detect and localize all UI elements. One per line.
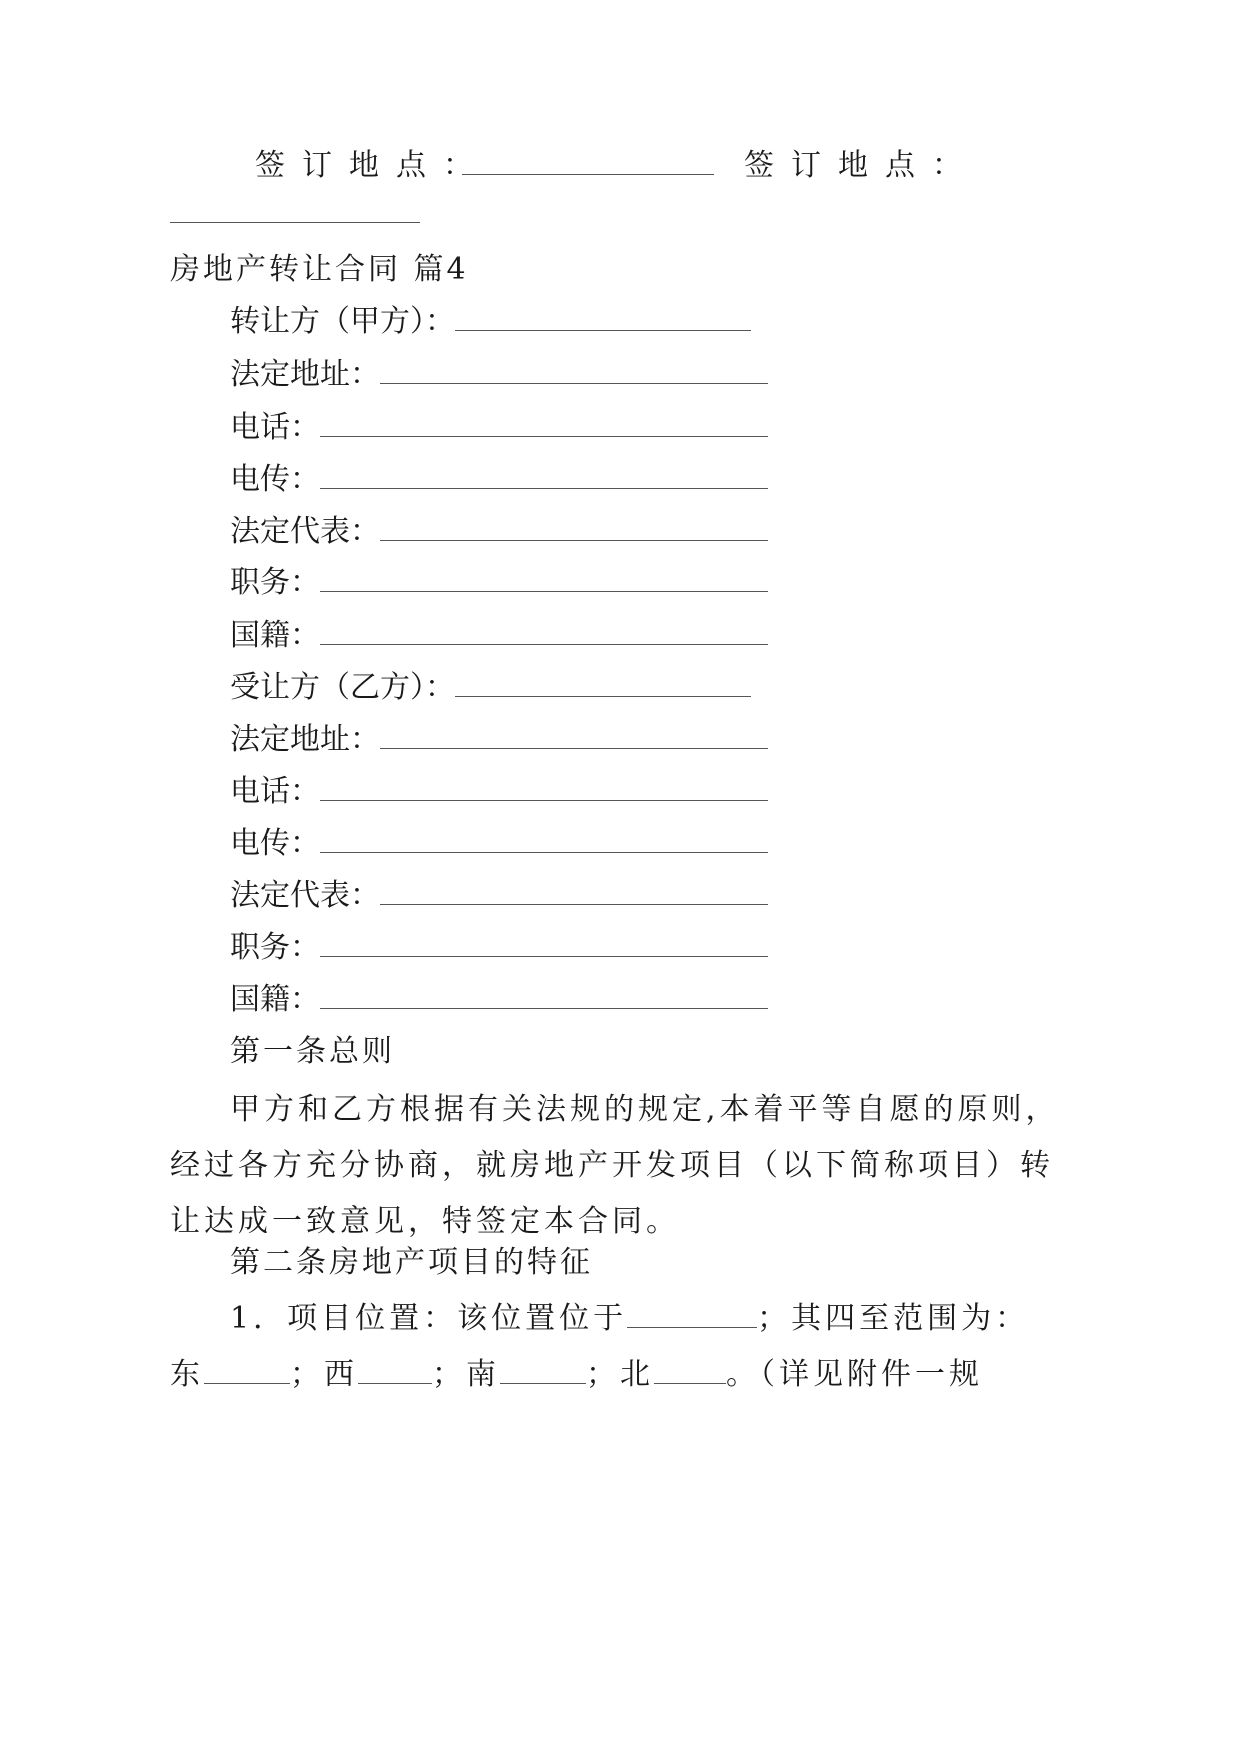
party-b-nationality-label: 国籍：: [230, 982, 320, 1017]
party-b-phone-row: [230, 772, 768, 812]
party-b-position-label: 职务：: [230, 930, 320, 965]
sign-place-blank-1[interactable]: [462, 148, 714, 175]
party-b-fax-blank[interactable]: [320, 826, 768, 853]
party-a-nationality-label: 国籍：: [230, 618, 320, 653]
party-b-fax-row: [230, 824, 768, 864]
party-a-phone-row: [230, 408, 768, 448]
party-b-phone-blank[interactable]: [320, 774, 768, 801]
party-a-fax-label: 电传：: [230, 462, 320, 497]
east-label: 东: [170, 1357, 204, 1392]
party-a-transferor-row: [230, 302, 751, 342]
party-b-representative-row: [230, 876, 768, 916]
party-a-position-blank[interactable]: [320, 565, 768, 592]
sign-place-blank-1-wrap: [462, 146, 714, 186]
party-b-transferee-blank[interactable]: [455, 670, 751, 697]
article-2-item-1-text-a: 1．项目位置：该位置位于: [230, 1301, 628, 1336]
party-b-fax-label: 电传：: [230, 826, 320, 861]
party-b-phone-label: 电话：: [230, 774, 320, 809]
article-1-line-3: 让达成一致意见，特签定本合同。: [170, 1204, 680, 1239]
party-a-position-row: [230, 563, 768, 603]
party-b-representative-blank[interactable]: [380, 878, 768, 905]
article-2-item-1-text-b: ；其四至范围为：: [757, 1301, 1030, 1336]
party-a-nationality-row: [230, 616, 768, 656]
party-a-representative-blank[interactable]: [380, 514, 768, 541]
sign-place-blank-2-wrap: [170, 194, 420, 234]
party-a-transferor-blank[interactable]: [455, 304, 751, 331]
party-a-transferor-label: 转让方（甲方）：: [230, 304, 455, 339]
article-1-line-2: 经过各方充分协商，就房地产开发项目（以下简称项目）转: [170, 1148, 1054, 1183]
north-label: ；北: [586, 1357, 654, 1392]
party-a-phone-label: 电话：: [230, 410, 320, 445]
sign-place-label-2: 签订地点：: [744, 148, 979, 183]
sign-place-blank-2[interactable]: [170, 196, 420, 223]
sign-place-line-2: [744, 146, 979, 186]
party-a-position-label: 职务：: [230, 565, 320, 600]
west-blank[interactable]: [358, 1357, 432, 1384]
party-a-address-blank[interactable]: [380, 357, 768, 384]
party-b-position-blank[interactable]: [320, 930, 768, 957]
south-label: ；南: [432, 1357, 500, 1392]
project-location-blank[interactable]: [627, 1301, 757, 1328]
sign-place-line: [255, 146, 490, 186]
party-a-representative-row: [230, 512, 768, 552]
article-2-item-1-row: [230, 1290, 1029, 1348]
article-2-title: 第二条房地产项目的特征: [230, 1245, 593, 1280]
party-a-phone-blank[interactable]: [320, 410, 768, 437]
party-a-representative-label: 法定代表：: [230, 514, 380, 549]
party-b-address-blank[interactable]: [380, 722, 768, 749]
party-b-transferee-label: 受让方（乙方）：: [230, 670, 455, 705]
section-title: 房地产转让合同 篇4: [170, 252, 469, 287]
article-1-line-1: 甲方和乙方根据有关法规的规定,本着平等自愿的原则，: [230, 1092, 1060, 1127]
party-a-address-label: 法定地址：: [230, 357, 380, 392]
article-2-tail-text: 。（详见附件一规: [726, 1357, 983, 1392]
party-a-address-row: [230, 355, 768, 395]
east-blank[interactable]: [204, 1357, 290, 1384]
north-blank[interactable]: [654, 1357, 726, 1384]
party-b-address-row: [230, 720, 768, 760]
party-b-nationality-row: [230, 980, 768, 1020]
sign-place-label-1: 签订地点：: [255, 148, 490, 183]
party-b-position-row: [230, 928, 768, 968]
party-b-nationality-blank[interactable]: [320, 982, 768, 1009]
south-blank[interactable]: [500, 1357, 586, 1384]
article-1-title: 第一条总则: [230, 1034, 395, 1069]
party-b-representative-label: 法定代表：: [230, 878, 380, 913]
west-label: ；西: [290, 1357, 358, 1392]
party-a-fax-row: [230, 460, 768, 500]
party-a-fax-blank[interactable]: [320, 462, 768, 489]
article-2-boundaries-row: [170, 1346, 983, 1404]
party-a-nationality-blank[interactable]: [320, 618, 768, 645]
party-b-transferee-row: [230, 668, 751, 708]
party-b-address-label: 法定地址：: [230, 722, 380, 757]
